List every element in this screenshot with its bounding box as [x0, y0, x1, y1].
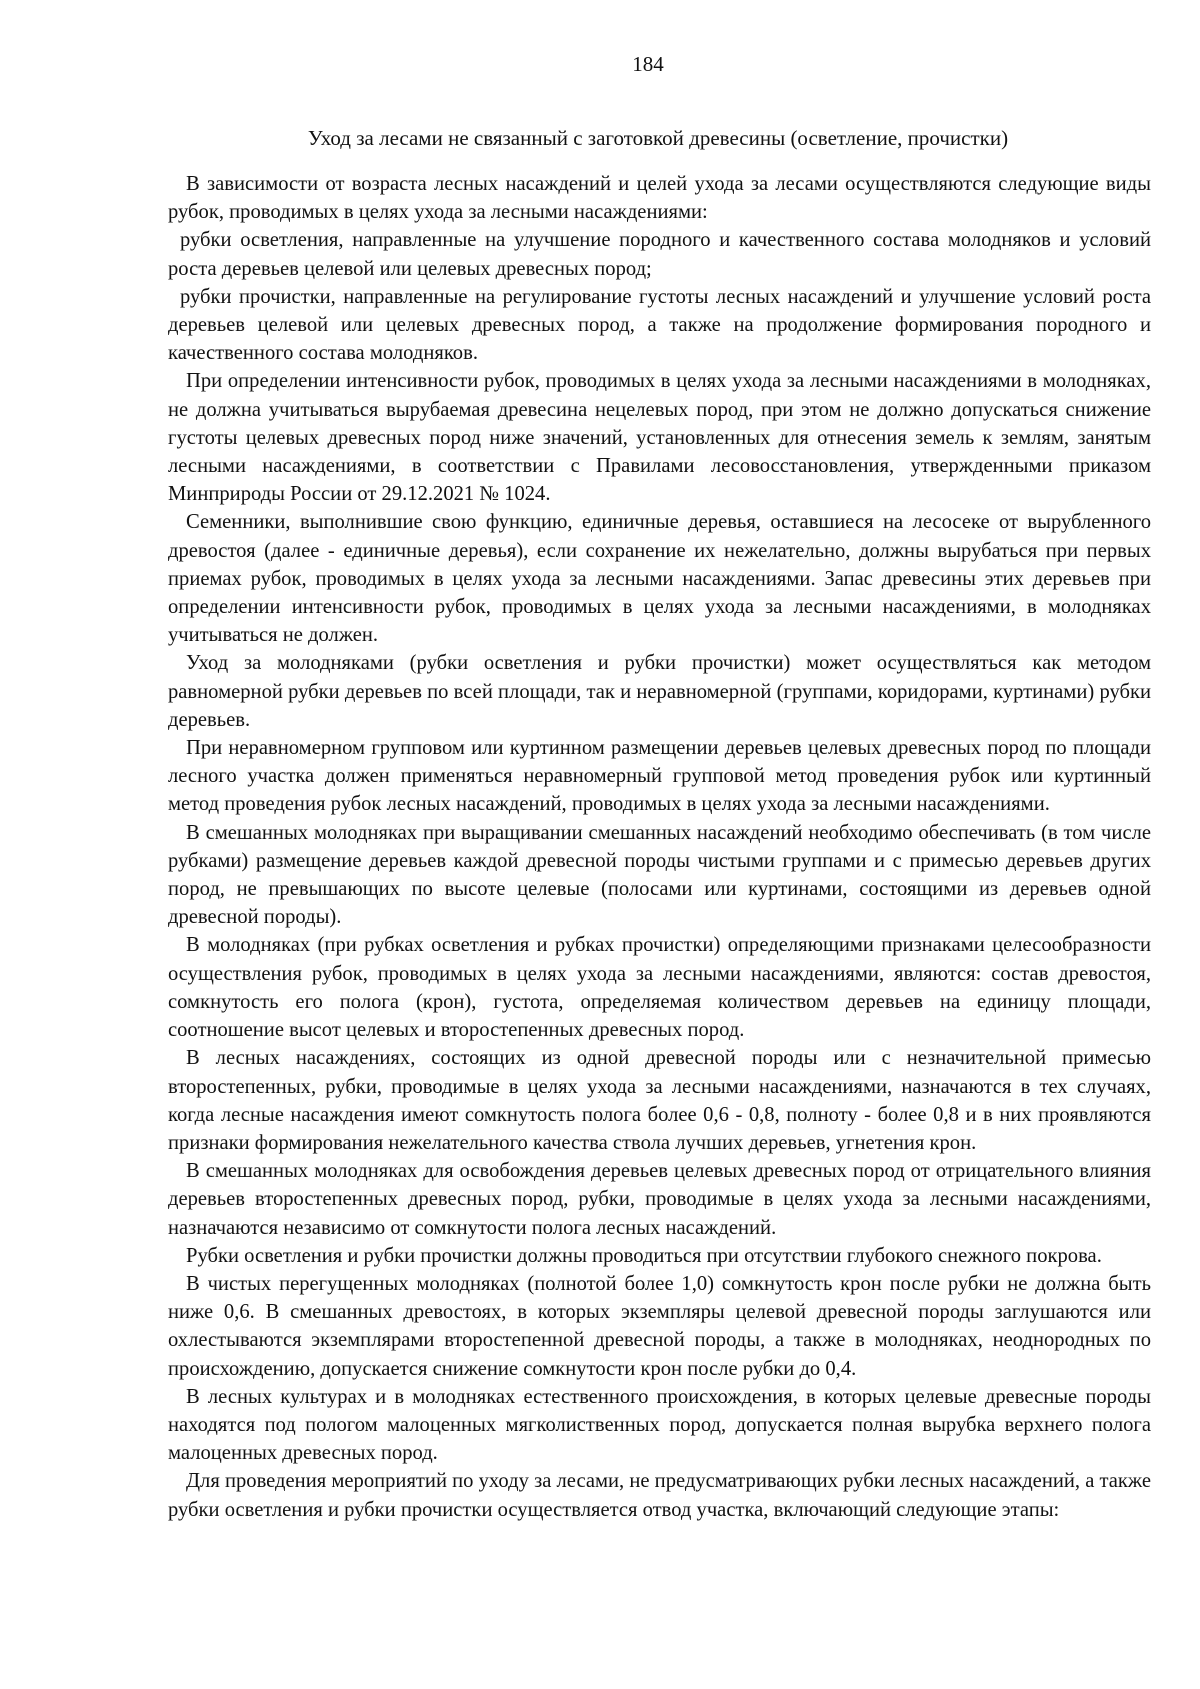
- paragraph: При неравномерном групповом или куртинном размещении деревьев целевых древесных пород по площади лесного участка должен применяться неравномерный групповой метод проведения рубок или куртинный метод проведения рубок лесных насаждений, проводимых в целях ухода за лесными насаждениями.: [168, 737, 1151, 816]
- paragraph: Для проведения мероприятий по уходу за лесами, не предусматривающих рубки лесных насаждений, а также рубки осветления и рубки прочистки осуществляется отвод участка, включающий следующие этапы:: [168, 1470, 1151, 1521]
- paragraph: Уход за молодняками (рубки осветления и рубки прочистки) может осуществляться как методом равномерной рубки деревьев по всей площади, так и неравномерной (группами, коридорами, куртинами) рубки деревьев.: [168, 652, 1151, 731]
- paragraph: Семенники, выполнившие свою функцию, единичные деревья, оставшиеся на лесосеке от вырубленного древостоя (далее - единичные деревья), если сохранение их нежелательно, должны вырубаться при первых приемах рубок, проводимых в целях ухода за лесными насаждениями. Запас древесины этих деревьев при определении интенсивности рубок, проводимых в целях ухода за лесными насаждениями, в молодняках учитываться не должен.: [168, 511, 1151, 647]
- paragraph: Рубки осветления и рубки прочистки должны проводиться при отсутствии глубокого снежного покрова.: [186, 1244, 1102, 1267]
- paragraph: В чистых перегущенных молодняках (полнотой более 1,0) сомкнутость крон после рубки не должна быть ниже 0,6. В смешанных древостоях, в которых экземпляры целевой древесной породы заглушаются или охлестываются экземплярами второстепенной древесной породы, а также в молодняках, неоднородных по происхождению, допускается снижение сомкнутости крон после рубки до 0,4.: [168, 1272, 1151, 1380]
- paragraph: В смешанных молодняках для освобождения деревьев целевых древесных пород от отрицательного влияния деревьев второстепенных древесных пород, рубки, проводимые в целях ухода за лесными насаждениями, назначаются независимо от сомкнутости полога лесных насаждений.: [168, 1160, 1151, 1239]
- paragraph: При определении интенсивности рубок, проводимых в целях ухода за лесными насаждениями в молодняках, не должна учитываться вырубаемая древесина нецелевых пород, при этом не должно допускаться снижение густоты целевых древесных пород ниже значений, установленных для отнесения земель к землям, занятым лесными насаждениями, в соответствии с Правилами лесовосстановления, утвержденными приказом Минприроды России от 29.12.2021 № 1024.: [168, 370, 1151, 506]
- document-body: [168, 170, 1151, 1524]
- paragraph: В смешанных молодняках при выращивании смешанных насаждений необходимо обеспечивать (в том числе рубками) размещение деревьев каждой древесной породы чистыми группами и с примесью деревьев других пород, не превышающих по высоте целевые (полосами или куртинами, состоящими из деревьев одной древесной породы).: [168, 821, 1151, 929]
- section-title: Уход за лесами не связанный с заготовкой древесины (осветление, прочистки): [307, 126, 1009, 150]
- paragraph: рубки осветления, направленные на улучшение породного и качественного состава молодняков и условий роста деревьев целевой или целевых древесных пород;: [168, 229, 1151, 280]
- paragraph: рубки прочистки, направленные на регулирование густоты лесных насаждений и улучшение условий роста деревьев целевой или целевых древесных пород, а также на продолжение формирования породного и качественного состава молодняков.: [168, 285, 1151, 365]
- paragraph: В молодняках (при рубках осветления и рубках прочистки) определяющими признаками целесообразности осуществления рубок, проводимых в целях ухода за лесными насаждениями, являются: состав древостоя, сомкнутость его полога (крон), густота, определяемая количеством деревьев на единицу площади, соотношение высот целевых и второстепенных древесных пород.: [168, 934, 1151, 1042]
- paragraph: В зависимости от возраста лесных насаждений и целей ухода за лесами осуществляются следующие виды рубок, проводимых в целях ухода за лесными насаждениями:: [168, 173, 1151, 224]
- paragraph: В лесных культурах и в молодняках естественного происхождения, в которых целевые древесные породы находятся под пологом малоценных мягколиственных пород, допускается полная вырубка верхнего полога малоценных древесных пород.: [168, 1385, 1151, 1465]
- page-number: 184: [632, 52, 664, 76]
- paragraph: В лесных насаждениях, состоящих из одной древесной породы или с незначительной примесью второстепенных, рубки, проводимые в целях ухода за лесными насаждениями, назначаются в тех случаях, когда лесные насаждения имеют сомкнутость полога более 0,6 - 0,8, полноту - более 0,8 и в них проявляются признаки формирования нежелательного качества ствола лучших деревьев, угнетения крон.: [168, 1047, 1151, 1154]
